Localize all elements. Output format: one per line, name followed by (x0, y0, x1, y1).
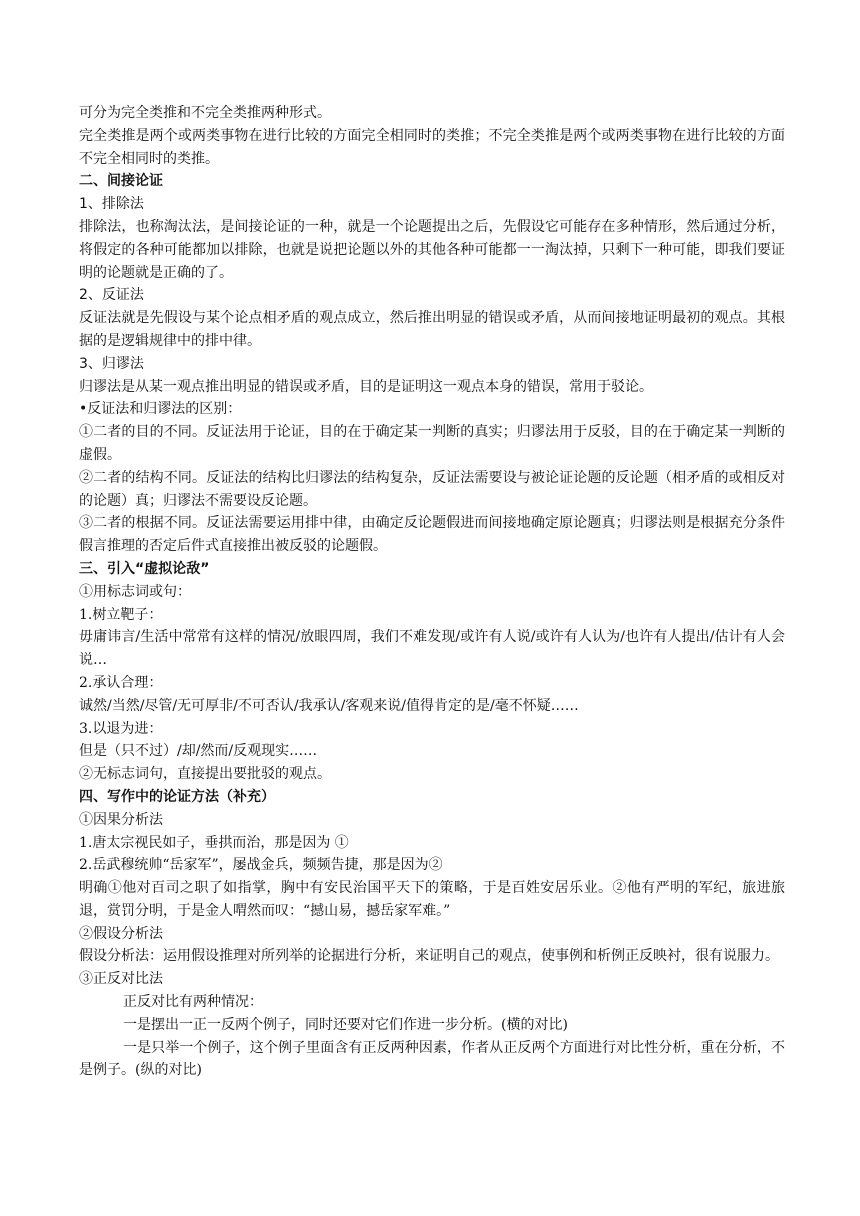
paragraph-causal-answer: 明确①他对百司之职了如指掌，胸中有安民治国平天下的策略，于是百姓安居乐业。②他有严明的军纪，旅进旅退，赏罚分明，于是金人喟然而叹：“撼山易，撼岳家军难。” (79, 880, 785, 919)
item-hypothesis-analysis: ②假设分析法 (79, 925, 163, 942)
example-tang-taizong: 1.唐太宗视民如子，垂拱而治，那是因为 ① (79, 834, 349, 851)
item-marker-words: ①用标志词或句： (79, 583, 191, 600)
paragraph-set-target: 毋庸讳言/生活中常常有这样的情况/放眼四周，我们不难发现/或许有人说/或许有人认为/也许有人提出/估计有人会说… (79, 629, 785, 669)
paragraph-retreat-advance: 但是（只不过）/却/然而/反观现实…… (79, 743, 318, 760)
example-yue-fei: 2.岳武穆统帅“岳家军”，屡战金兵，频频告捷，那是因为② (79, 857, 443, 874)
paragraph-contrast-horizontal: 一是摆出一正一反两个例子，同时还要对它们作进一步分析。(横的对比) (123, 1016, 568, 1033)
document-page (79, 102, 785, 1082)
paragraph-difference-structure: ②二者的结构不同。反证法的结构比归谬法的结构复杂，反证法需要设与被论证论题的反论题（相矛盾的或相反对的论题）真；归谬法不需要设反论题。 (79, 469, 785, 509)
paragraph-elimination: 排除法，也称淘汰法，是间接论证的一种，就是一个论题提出之后，先假设它可能存在多种情形，然后通过分析，将假定的各种可能都加以排除，也就是说把论题以外的其他各种可能都一一淘汰掉，只剩下一种可能，即我们要证明的论题就是正确的了。 (79, 218, 785, 281)
item-retreat-advance: 3.以退为进： (79, 720, 163, 737)
paragraph-hypothesis-analysis: 假设分析法：运用假设推理对所列举的论据进行分析，来证明自己的观点，使事例和析例正反映衬，很有说服力。 (79, 948, 779, 965)
subheading-reductio: 2、反证法 (79, 287, 144, 304)
paragraph-absurdity: 归谬法是从某一观点推出明显的错误或矛盾，目的是证明这一观点本身的错误，常用于驳论。 (79, 378, 653, 395)
heading-virtual-opponent: 三、引入“虚拟论敌” (79, 560, 210, 577)
item-set-target: 1.树立靶子： (79, 606, 163, 623)
item-no-marker: ②无标志词句，直接提出要批驳的观点。 (79, 766, 331, 783)
bullet-difference: •反证法和归谬法的区别： (79, 401, 242, 418)
subheading-absurdity: 3、归谬法 (79, 355, 144, 372)
paragraph-contrast-intro: 正反对比有两种情况： (123, 994, 263, 1011)
paragraph-difference-basis: ③二者的根据不同。反证法需要运用排中律，由确定反论题假进而间接地确定原论题真；归谬法则是根据充分条件假言推理的否定后件式直接推出被反驳的论题假。 (79, 515, 785, 555)
subheading-elimination: 1、排除法 (79, 196, 144, 213)
paragraph-analogy-definition: 完全类推是两个或两类事物在进行比较的方面完全相同时的类推；不完全类推是两个或两类事物在进行比较的方面不完全相同时的类推。 (79, 127, 785, 167)
heading-writing-methods: 四、写作中的论证方法（补充） (79, 788, 275, 805)
paragraph-admit-reason: 诚然/当然/尽管/无可厚非/不可否认/我承认/客观来说/值得肯定的是/毫不怀疑…… (79, 697, 579, 714)
paragraph-analogy-forms: 可分为完全类推和不完全类推两种形式。 (79, 105, 331, 121)
item-causal-analysis: ①因果分析法 (79, 811, 163, 828)
paragraph-contrast-vertical: 一是只举一个例子，这个例子里面含有正反两种因素，作者从正反两个方面进行对比性分析，重在分析，不是例子。(纵的对比) (79, 1039, 785, 1079)
item-admit-reason: 2.承认合理： (79, 674, 163, 691)
heading-indirect-argument: 二、间接论证 (79, 173, 163, 190)
paragraph-difference-purpose: ①二者的目的不同。反证法用于论证，目的在于确定某一判断的真实；归谬法用于反驳，目的在于确定某一判断的虚假。 (79, 424, 785, 463)
paragraph-reductio: 反证法就是先假设与某个论点相矛盾的观点成立，然后推出明显的错误或矛盾，从而间接地证明最初的观点。其根据的是逻辑规律中的排中律。 (79, 310, 785, 349)
item-contrast: ③正反对比法 (79, 971, 163, 988)
